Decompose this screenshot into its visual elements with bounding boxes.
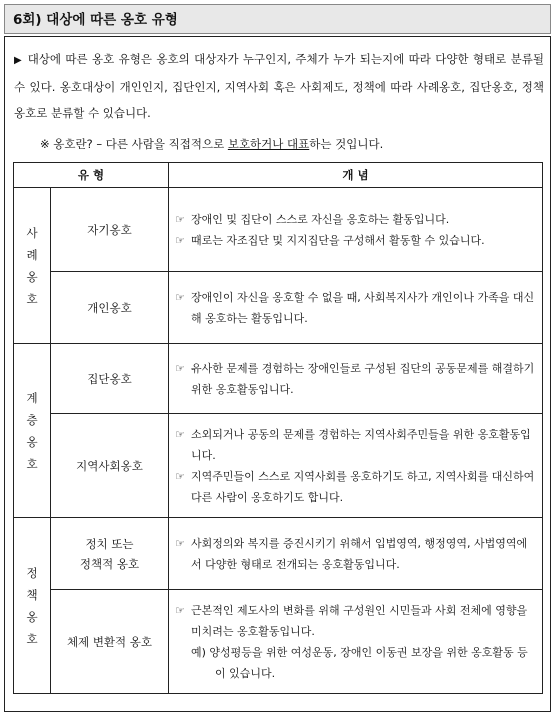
intro-text: 대상에 따른 옹호 유형은 옹호의 대상자가 누구인지, 주체가 누가 되는지에 따라 다양한 형태로 분류될 수 있다. 옹호대상이 개인인지, 집단인지, 지역사회 혹은 사회제도, 정책에 따라 사례옹호, 집단옹호, 정책옹호로 분류할 수 있습니다. <box>14 52 544 120</box>
note-suffix: 하는 것입니다. <box>309 137 384 151</box>
pointing-hand-icon: ☞ <box>175 603 185 617</box>
type-group-advocacy: 집단옹호 <box>51 344 169 414</box>
type-self-advocacy: 자기옹호 <box>51 188 169 272</box>
advocacy-types-table <box>13 162 543 694</box>
pointing-hand-icon: ☞ <box>175 427 185 441</box>
triangle-bullet-icon: ▶ <box>14 55 22 66</box>
concept-cell: ☞ 근본적인 제도사의 변화를 위해 구성원인 시민들과 사회 전체에 영향을 미치려는 옹호활동입니다. 예) 양성평등을 위한 여성운동, 장애인 이동권 보장을 위한 옹호활동 등이 있습니다. <box>169 590 543 694</box>
pointing-hand-icon: ☞ <box>175 290 185 304</box>
concept-cell: ☞ 장애인 및 집단이 스스로 자신을 옹호하는 활동입니다. ☞ 때로는 자조집단 및 지지집단을 구성해서 활동할 수 있습니다. <box>169 188 543 272</box>
concept-cell: ☞ 소외되거나 공동의 문제를 경험하는 지역사회주민들을 위한 옹호활동입니다. ☞ 지역주민들이 스스로 지역사회를 옹호하기도 하고, 지역사회를 대신하여 다른 사람이 옹호하기도 합니다. <box>169 414 543 518</box>
type-political-policy-advocacy: 정치 또는 정책적 옹호 <box>51 518 169 590</box>
table-row <box>14 344 543 414</box>
pointing-hand-icon: ☞ <box>175 233 185 247</box>
intro-paragraph <box>14 46 544 126</box>
pointing-hand-icon: ☞ <box>175 469 185 483</box>
example-text: 예) 양성평등을 위한 여성운동, 장애인 이동권 보장을 위한 옹호활동 등이 있습니다. <box>191 645 528 680</box>
section-title: 6회) 대상에 따른 옹호 유형 <box>4 4 551 34</box>
table-row <box>14 188 543 272</box>
table-row <box>14 414 543 518</box>
concept-cell: ☞ 사회정의와 복지를 증진시키기 위해서 입법영역, 행정영역, 사법영역에서 다양한 형태로 전개되는 옹호활동입니다. <box>169 518 543 590</box>
table-row <box>14 518 543 590</box>
category-case-advocacy: 사 례 옹 호 <box>14 188 51 344</box>
pointing-hand-icon: ☞ <box>175 361 185 375</box>
type-system-change-advocacy: 체제 변환적 옹호 <box>51 590 169 694</box>
note-prefix: ※ 옹호란? – 다른 사람을 직접적으로 <box>40 137 228 151</box>
table-row <box>14 590 543 694</box>
concept-cell: ☞ 장애인이 자신을 옹호할 수 없을 때, 사회복지사가 개인이나 가족을 대신해 옹호하는 활동입니다. <box>169 272 543 344</box>
pointing-hand-icon: ☞ <box>175 536 185 550</box>
category-policy-advocacy: 정 책 옹 호 <box>14 518 51 694</box>
type-individual-advocacy: 개인옹호 <box>51 272 169 344</box>
pointing-hand-icon: ☞ <box>175 212 185 226</box>
table-row <box>14 272 543 344</box>
category-class-advocacy: 계 층 옹 호 <box>14 344 51 518</box>
table-header-concept: 개 념 <box>169 163 543 188</box>
type-community-advocacy: 지역사회옹호 <box>51 414 169 518</box>
concept-cell: ☞ 유사한 문제를 경험하는 장애인들로 구성된 집단의 공동문제를 해결하기 위한 옹호활동입니다. <box>169 344 543 414</box>
table-header-type: 유 형 <box>14 163 169 188</box>
note-underlined: 보호하거나 대표 <box>227 137 310 151</box>
advocacy-definition-note <box>40 135 540 153</box>
